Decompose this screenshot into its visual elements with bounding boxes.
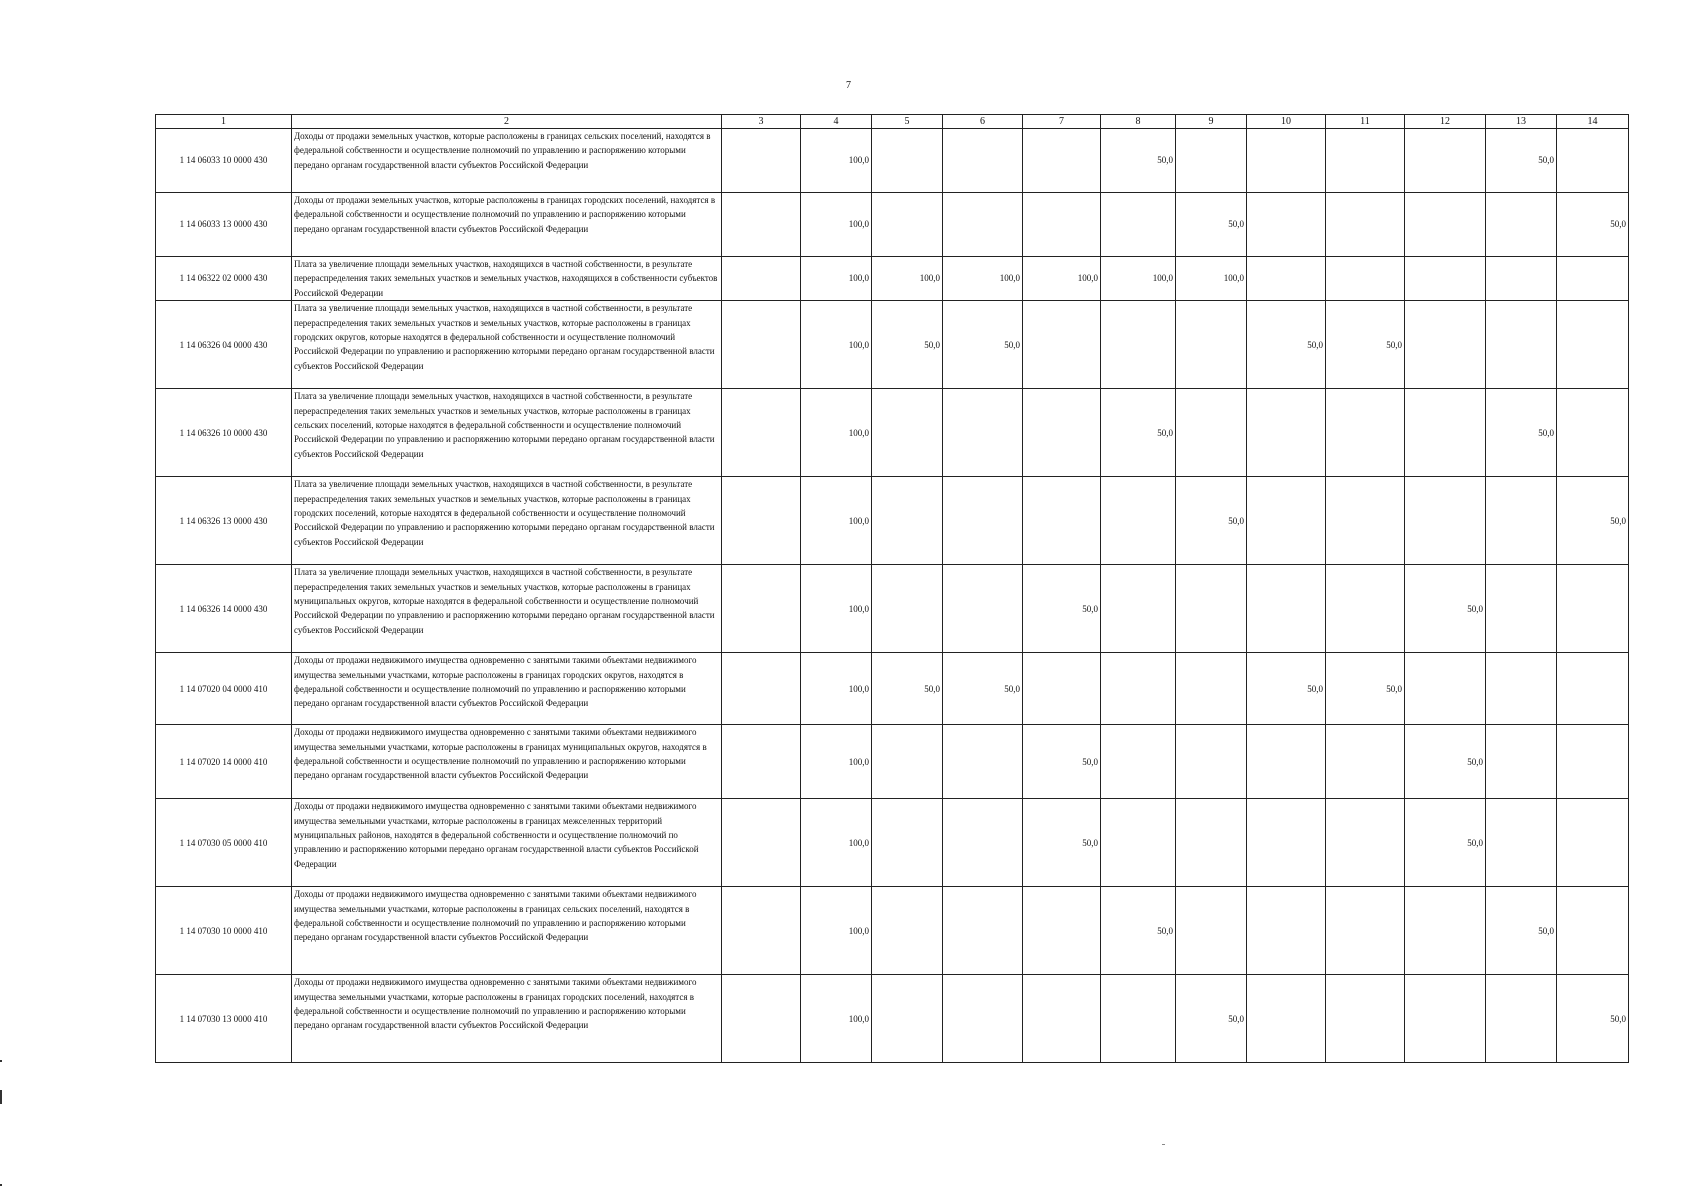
percentage-cell: [722, 725, 801, 799]
percentage-cell: [943, 477, 1023, 565]
percentage-cell: [1101, 565, 1176, 653]
percentage-cell: 100,0: [1176, 257, 1247, 301]
budget-code-cell: 1 14 06326 13 0000 430: [156, 477, 292, 565]
percentage-cell: [1557, 129, 1629, 193]
percentage-cell: 50,0: [872, 653, 943, 725]
percentage-cell: [722, 887, 801, 975]
percentage-cell: 50,0: [1023, 799, 1101, 887]
percentage-cell: [1557, 887, 1629, 975]
revenue-description-cell: Плата за увеличение площади земельных участков, находящихся в частной собственности, в результате перераспределения таких земельных участков и земельных участков, которые расположены в границах муниципальных округов, которые находятся в федеральной собственности и осуществление полномочий Российской Федерации по управлению и распоряжению которыми передано органам государственной власти субъектов Российской Федерации: [292, 565, 722, 653]
percentage-cell: [722, 301, 801, 389]
percentage-cell: [1486, 653, 1557, 725]
column-number-row: [156, 115, 1629, 129]
percentage-cell: 50,0: [1405, 565, 1486, 653]
percentage-cell: [1023, 477, 1101, 565]
percentage-cell: [1247, 193, 1326, 257]
percentage-cell: 50,0: [1486, 887, 1557, 975]
percentage-cell: [1176, 565, 1247, 653]
revenue-description-cell: Плата за увеличение площади земельных участков, находящихся в частной собственности, в результате перераспределения таких земельных участков и земельных участков, которые расположены в границах городских округов, которые находятся в федеральной собственности и осуществление полномочий Российской Федерации по управлению и распоряжению которыми передано органам государственной власти субъектов Российской Федерации: [292, 301, 722, 389]
scan-edge-mark: [0, 1090, 2, 1104]
percentage-cell: [1557, 389, 1629, 477]
percentage-cell: [1405, 477, 1486, 565]
percentage-cell: [1486, 477, 1557, 565]
budget-code-cell: 1 14 06033 13 0000 430: [156, 193, 292, 257]
percentage-cell: 50,0: [1326, 653, 1405, 725]
percentage-cell: [1405, 653, 1486, 725]
percentage-cell: [1023, 887, 1101, 975]
percentage-cell: [943, 887, 1023, 975]
percentage-cell: [1101, 193, 1176, 257]
percentage-cell: 50,0: [1557, 975, 1629, 1063]
percentage-cell: [1101, 477, 1176, 565]
budget-code-cell: 1 14 07030 10 0000 410: [156, 887, 292, 975]
column-header: 11: [1326, 115, 1405, 129]
percentage-cell: 100,0: [1023, 257, 1101, 301]
percentage-cell: [1176, 653, 1247, 725]
percentage-cell: [1405, 301, 1486, 389]
table-row: [156, 129, 1629, 193]
percentage-cell: [1326, 725, 1405, 799]
table-row: [156, 799, 1629, 887]
percentage-cell: [1405, 257, 1486, 301]
column-header: 12: [1405, 115, 1486, 129]
percentage-cell: [1557, 301, 1629, 389]
percentage-cell: [1557, 799, 1629, 887]
percentage-cell: [1557, 565, 1629, 653]
percentage-cell: 50,0: [943, 653, 1023, 725]
percentage-cell: 100,0: [801, 129, 872, 193]
percentage-cell: 100,0: [801, 653, 872, 725]
scan-edge-mark: [0, 1060, 2, 1062]
revenue-description-cell: Доходы от продажи недвижимого имущества одновременно с занятыми такими объектами недвижимого имущества земельными участками, которые расположены в границах межселенных территорий муниципальных районов, находятся в федеральной собственности и осуществление полномочий по управлению и распоряжению которыми передано органам государственной власти субъектов Российской Федерации: [292, 799, 722, 887]
percentage-cell: 50,0: [872, 301, 943, 389]
percentage-cell: [872, 565, 943, 653]
percentage-cell: 100,0: [801, 887, 872, 975]
table-row: [156, 389, 1629, 477]
percentage-cell: 100,0: [872, 257, 943, 301]
revenue-distribution-table: [155, 114, 1629, 1063]
revenue-description-cell: Доходы от продажи земельных участков, которые расположены в границах сельских поселений, находятся в федеральной собственности и осуществление полномочий по управлению и распоряжению которыми передано органам государственной власти субъектов Российской Федерации: [292, 129, 722, 193]
percentage-cell: [1176, 129, 1247, 193]
percentage-cell: [1405, 389, 1486, 477]
percentage-cell: [1486, 257, 1557, 301]
column-header: 6: [943, 115, 1023, 129]
percentage-cell: 50,0: [1405, 799, 1486, 887]
revenue-description-cell: Плата за увеличение площади земельных участков, находящихся в частной собственности, в результате перераспределения таких земельных участков и земельных участков, находящихся в собственности субъектов Российской Федерации: [292, 257, 722, 301]
percentage-cell: 50,0: [1101, 389, 1176, 477]
percentage-cell: [943, 799, 1023, 887]
percentage-cell: [943, 725, 1023, 799]
percentage-cell: [1326, 975, 1405, 1063]
percentage-cell: [1176, 301, 1247, 389]
percentage-cell: 50,0: [1247, 653, 1326, 725]
percentage-cell: [872, 799, 943, 887]
percentage-cell: [1326, 477, 1405, 565]
revenue-description-cell: Доходы от продажи недвижимого имущества одновременно с занятыми такими объектами недвижимого имущества земельными участками, которые расположены в границах городских поселений, находятся в федеральной собственности и осуществление полномочий по управлению и распоряжению которыми передано органам государственной власти субъектов Российской Федерации: [292, 975, 722, 1063]
percentage-cell: [1101, 653, 1176, 725]
budget-code-cell: 1 14 07020 14 0000 410: [156, 725, 292, 799]
percentage-cell: [1326, 799, 1405, 887]
percentage-cell: [1247, 565, 1326, 653]
percentage-cell: [1326, 565, 1405, 653]
percentage-cell: [1326, 129, 1405, 193]
table-row: [156, 257, 1629, 301]
percentage-cell: [1405, 129, 1486, 193]
percentage-cell: [1247, 975, 1326, 1063]
percentage-cell: [1405, 975, 1486, 1063]
column-header: 4: [801, 115, 872, 129]
percentage-cell: [1486, 725, 1557, 799]
percentage-cell: [1023, 129, 1101, 193]
percentage-cell: [943, 975, 1023, 1063]
percentage-cell: 100,0: [801, 565, 872, 653]
percentage-cell: [1405, 193, 1486, 257]
percentage-cell: 100,0: [943, 257, 1023, 301]
percentage-cell: [872, 193, 943, 257]
percentage-cell: [943, 389, 1023, 477]
percentage-cell: [1176, 389, 1247, 477]
column-header: 8: [1101, 115, 1176, 129]
column-header: 9: [1176, 115, 1247, 129]
table-row: [156, 193, 1629, 257]
percentage-cell: [943, 129, 1023, 193]
percentage-cell: 100,0: [1101, 257, 1176, 301]
percentage-cell: 100,0: [801, 389, 872, 477]
percentage-cell: [1326, 887, 1405, 975]
budget-code-cell: 1 14 06322 02 0000 430: [156, 257, 292, 301]
percentage-cell: [1101, 301, 1176, 389]
percentage-cell: [1023, 975, 1101, 1063]
percentage-cell: [1247, 799, 1326, 887]
column-header: 5: [872, 115, 943, 129]
percentage-cell: [872, 129, 943, 193]
percentage-cell: 50,0: [1486, 129, 1557, 193]
percentage-cell: [1557, 653, 1629, 725]
percentage-cell: 100,0: [801, 301, 872, 389]
table-row: [156, 653, 1629, 725]
revenue-description-cell: Плата за увеличение площади земельных участков, находящихся в частной собственности, в результате перераспределения таких земельных участков и земельных участков, которые расположены в границах сельских поселений, которые находятся в федеральной собственности и осуществление полномочий Российской Федерации по управлению и распоряжению которыми передано органам государственной власти субъектов Российской Федерации: [292, 389, 722, 477]
percentage-cell: 100,0: [801, 193, 872, 257]
budget-code-cell: 1 14 06326 14 0000 430: [156, 565, 292, 653]
percentage-cell: [1486, 975, 1557, 1063]
percentage-cell: 100,0: [801, 799, 872, 887]
percentage-cell: [1176, 887, 1247, 975]
percentage-cell: [1176, 799, 1247, 887]
percentage-cell: [722, 565, 801, 653]
percentage-cell: [1557, 725, 1629, 799]
percentage-cell: [1247, 129, 1326, 193]
table-row: [156, 887, 1629, 975]
percentage-cell: [1486, 799, 1557, 887]
percentage-cell: 50,0: [1405, 725, 1486, 799]
percentage-cell: [722, 975, 801, 1063]
percentage-cell: [872, 975, 943, 1063]
percentage-cell: [872, 477, 943, 565]
table-body: [156, 129, 1629, 1063]
percentage-cell: [722, 389, 801, 477]
column-header: 10: [1247, 115, 1326, 129]
percentage-cell: 50,0: [1247, 301, 1326, 389]
table-row: [156, 975, 1629, 1063]
table-row: [156, 565, 1629, 653]
percentage-cell: [1326, 257, 1405, 301]
percentage-cell: 50,0: [943, 301, 1023, 389]
percentage-cell: [872, 389, 943, 477]
percentage-cell: 50,0: [1023, 725, 1101, 799]
column-header: 3: [722, 115, 801, 129]
percentage-cell: [1176, 725, 1247, 799]
scan-speck: [1162, 1144, 1165, 1145]
percentage-cell: 50,0: [1023, 565, 1101, 653]
percentage-cell: [1101, 975, 1176, 1063]
percentage-cell: [722, 477, 801, 565]
percentage-cell: [1405, 887, 1486, 975]
percentage-cell: 100,0: [801, 975, 872, 1063]
revenue-description-cell: Доходы от продажи недвижимого имущества одновременно с занятыми такими объектами недвижимого имущества земельными участками, которые расположены в границах муниципальных округов, находятся в федеральной собственности и осуществление полномочий по управлению и распоряжению которыми передано органам государственной власти субъектов Российской Федерации: [292, 725, 722, 799]
percentage-cell: [872, 725, 943, 799]
percentage-cell: [1247, 477, 1326, 565]
percentage-cell: [1023, 653, 1101, 725]
percentage-cell: 50,0: [1101, 129, 1176, 193]
revenue-description-cell: Плата за увеличение площади земельных участков, находящихся в частной собственности, в результате перераспределения таких земельных участков и земельных участков, которые расположены в границах городских поселений, которые находятся в федеральной собственности и осуществление полномочий Российской Федерации по управлению и распоряжению которыми передано органам государственной власти субъектов Российской Федерации: [292, 477, 722, 565]
budget-code-cell: 1 14 07030 05 0000 410: [156, 799, 292, 887]
budget-code-cell: 1 14 06033 10 0000 430: [156, 129, 292, 193]
percentage-cell: 50,0: [1176, 477, 1247, 565]
percentage-cell: [722, 799, 801, 887]
column-header: 14: [1557, 115, 1629, 129]
percentage-cell: [1101, 799, 1176, 887]
percentage-cell: [1247, 389, 1326, 477]
revenue-description-cell: Доходы от продажи недвижимого имущества одновременно с занятыми такими объектами недвижимого имущества земельными участками, которые расположены в границах городских округов, находятся в федеральной собственности и осуществление полномочий по управлению и распоряжению которыми передано органам государственной власти субъектов Российской Федерации: [292, 653, 722, 725]
percentage-cell: 50,0: [1326, 301, 1405, 389]
percentage-cell: [1247, 725, 1326, 799]
percentage-cell: [943, 565, 1023, 653]
percentage-cell: 50,0: [1486, 389, 1557, 477]
percentage-cell: [943, 193, 1023, 257]
revenue-description-cell: Доходы от продажи недвижимого имущества одновременно с занятыми такими объектами недвижимого имущества земельными участками, которые расположены в границах сельских поселений, находятся в федеральной собственности и осуществление полномочий по управлению и распоряжению которыми передано органам государственной власти субъектов Российской Федерации: [292, 887, 722, 975]
percentage-cell: 50,0: [1557, 477, 1629, 565]
percentage-cell: 50,0: [1176, 975, 1247, 1063]
budget-code-cell: 1 14 06326 04 0000 430: [156, 301, 292, 389]
percentage-cell: [1247, 257, 1326, 301]
budget-code-cell: 1 14 07030 13 0000 410: [156, 975, 292, 1063]
table-row: [156, 301, 1629, 389]
percentage-cell: 50,0: [1101, 887, 1176, 975]
percentage-cell: [1247, 887, 1326, 975]
table-row: [156, 725, 1629, 799]
percentage-cell: [722, 129, 801, 193]
percentage-cell: [722, 193, 801, 257]
percentage-cell: 50,0: [1176, 193, 1247, 257]
percentage-cell: [1101, 725, 1176, 799]
scan-edge-mark: [0, 1184, 2, 1186]
percentage-cell: 100,0: [801, 477, 872, 565]
percentage-cell: [1326, 389, 1405, 477]
percentage-cell: [1023, 193, 1101, 257]
percentage-cell: 100,0: [801, 725, 872, 799]
percentage-cell: [1486, 565, 1557, 653]
percentage-cell: [722, 257, 801, 301]
table-row: [156, 477, 1629, 565]
percentage-cell: [1486, 193, 1557, 257]
percentage-cell: [1326, 193, 1405, 257]
percentage-cell: [1557, 257, 1629, 301]
percentage-cell: [872, 887, 943, 975]
column-header: 2: [292, 115, 722, 129]
percentage-cell: [1486, 301, 1557, 389]
percentage-cell: [1023, 389, 1101, 477]
percentage-cell: 100,0: [801, 257, 872, 301]
percentage-cell: [722, 653, 801, 725]
page-number: 7: [846, 80, 851, 91]
percentage-cell: 50,0: [1557, 193, 1629, 257]
percentage-cell: [1023, 301, 1101, 389]
budget-code-cell: 1 14 06326 10 0000 430: [156, 389, 292, 477]
column-header: 1: [156, 115, 292, 129]
column-header: 13: [1486, 115, 1557, 129]
budget-code-cell: 1 14 07020 04 0000 410: [156, 653, 292, 725]
revenue-description-cell: Доходы от продажи земельных участков, которые расположены в границах городских поселений, находятся в федеральной собственности и осуществление полномочий по управлению и распоряжению которыми передано органам государственной власти субъектов Российской Федерации: [292, 193, 722, 257]
column-header: 7: [1023, 115, 1101, 129]
